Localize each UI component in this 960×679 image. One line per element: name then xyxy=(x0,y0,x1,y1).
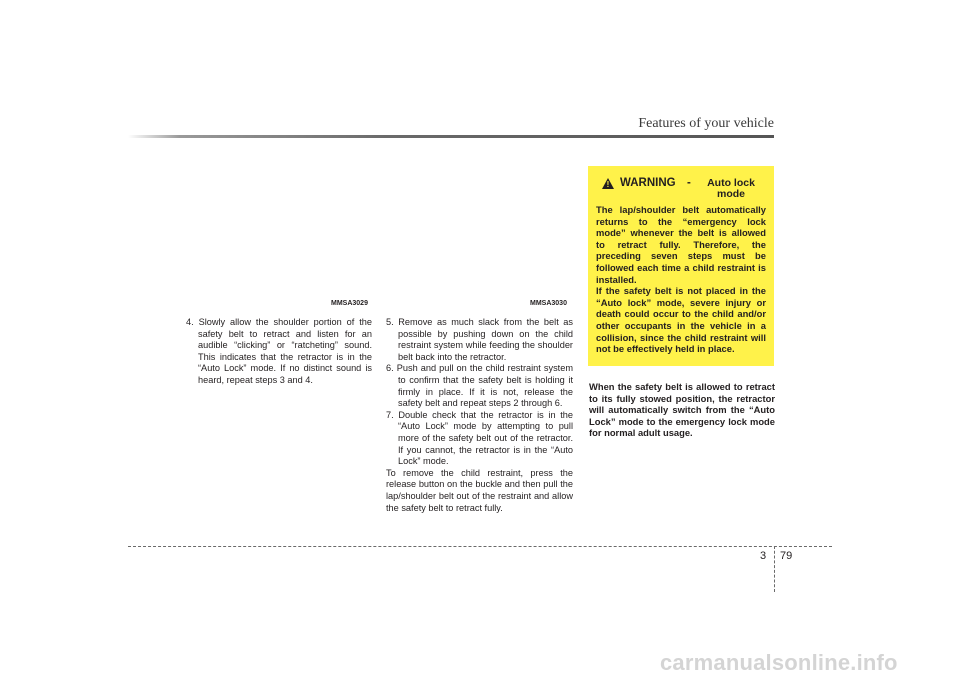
warning-body xyxy=(596,204,766,355)
warning-paragraph: The lap/shoulder belt automatically returns to the “emergency lock mode” whenever the belt is allowed to retract fully. Therefore, the preceding seven steps must be followed each time a child restraint is installed. xyxy=(596,204,766,285)
warning-separator: - xyxy=(687,177,691,189)
warning-header xyxy=(596,174,766,204)
column-left-text xyxy=(186,317,372,387)
warning-label: WARNING xyxy=(620,177,676,189)
figure-code-left: MMSA3029 xyxy=(331,300,368,307)
closing-paragraph: To remove the child restraint, press the release button on the buckle and then pull the lap/shoulder belt out of the restraint and allow the safety belt to retract fully. xyxy=(386,467,573,513)
header-rule xyxy=(128,135,774,138)
footer-rule xyxy=(128,546,832,547)
warning-paragraph: If the safety belt is not placed in the “Auto lock” mode, severe injury or death could occur to the child and/or other occupants in the vehicle in a collision, since the child restraint will not be effectively held in place. xyxy=(596,285,766,355)
step-7: 7. Double check that the retractor is in the “Auto Lock” mode by attempting to pull more of the safety belt out of the retractor. If you cannot, the retractor is in the “Auto Lock” mode. xyxy=(386,409,573,467)
step-6: 6. Push and pull on the child restraint system to confirm that the safety belt is holding it firmly in place. If it is not, release the safety belt and repeat steps 2 through 6. xyxy=(386,363,573,409)
warning-topic: Auto lock mode xyxy=(707,177,755,200)
footer-divider xyxy=(774,546,775,592)
chapter-number: 3 xyxy=(760,550,767,562)
warning-box xyxy=(588,166,774,366)
warning-exclamation-mark: ! xyxy=(606,180,610,189)
page-header-title: Features of your vehicle xyxy=(638,116,774,131)
auto-lock-note: When the safety belt is allowed to retract to its fully stowed position, the retractor will automatically switch from the “Auto Lock” mode to the emergency lock mode for normal adult usage. xyxy=(589,381,775,439)
step-5: 5. Remove as much slack from the belt as possible by pushing down on the child restraint system while feeding the shoulder belt back into the retractor. xyxy=(386,317,573,362)
watermark: carmanualsonline.info xyxy=(660,650,898,675)
step-4: 4. Slowly allow the shoulder portion of the safety belt to retract and listen for an audible “clicking” or “ratcheting” sound. This indicates that the retractor is in the “Auto Lock” mode. If no distinct sound is heard, repeat steps 3 and 4. xyxy=(186,317,372,385)
figure-code-right: MMSA3030 xyxy=(530,300,567,307)
column-middle-text xyxy=(386,317,573,514)
page-number: 79 xyxy=(780,550,793,562)
